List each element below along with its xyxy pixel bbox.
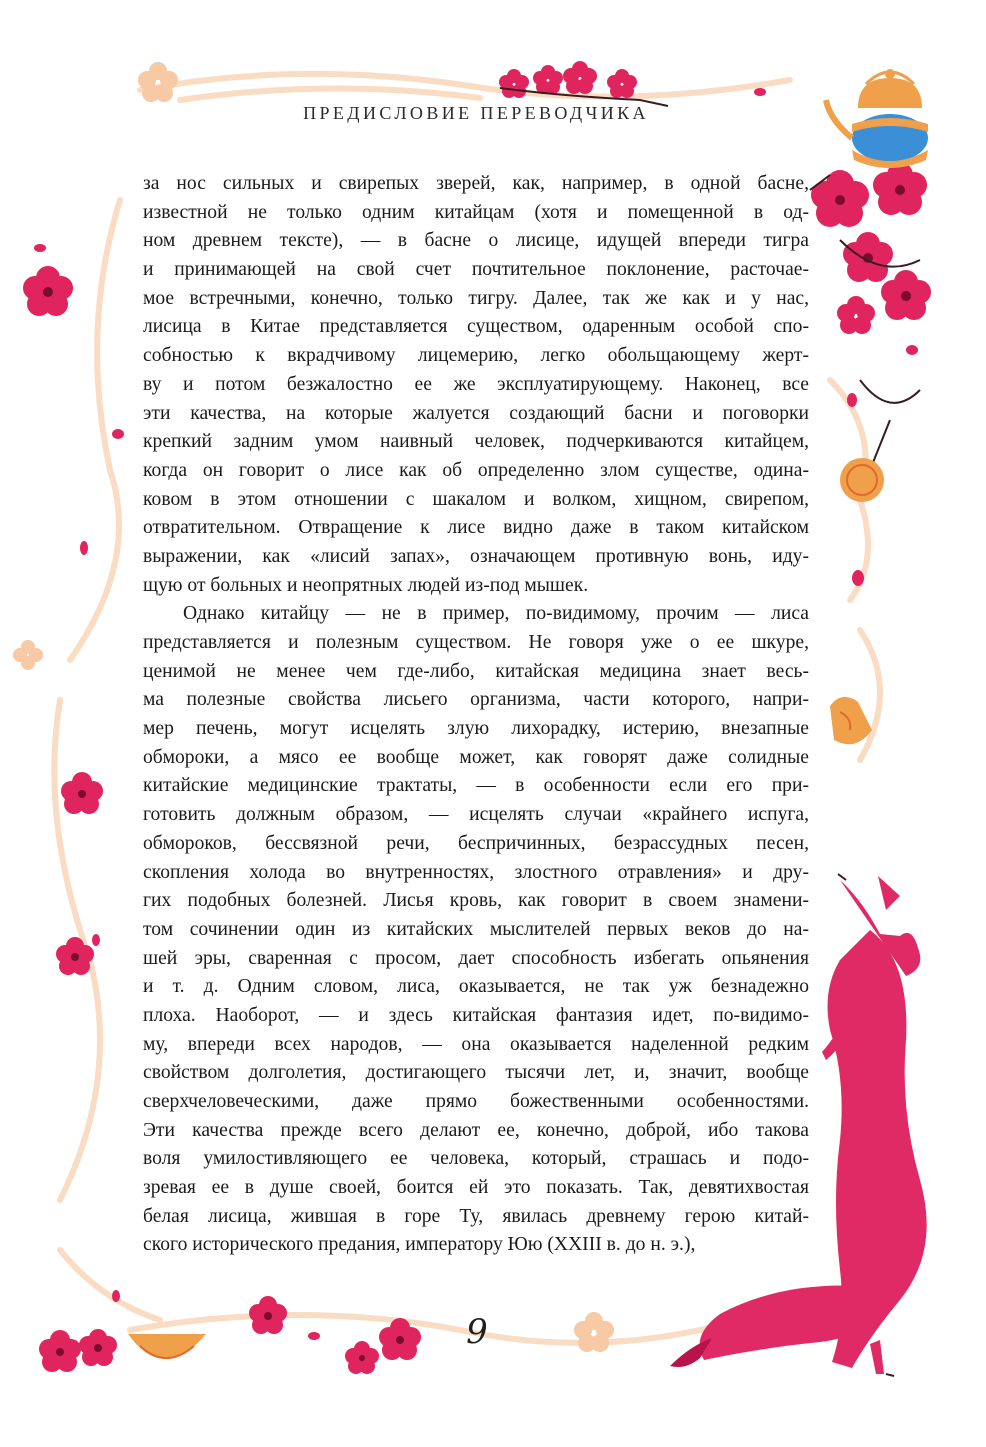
text-line: выражении, как «лисий запах», означающем противную вонь, иду- <box>143 545 809 567</box>
plum-blossom-icon <box>607 69 637 98</box>
text-line: когда он говорит о лисе как об определенно злом существе, одина- <box>143 459 809 481</box>
plum-blossom-icon <box>533 65 563 94</box>
text-line: шей эры, сваренная с просом, дает способность избегать опьянения <box>143 947 809 969</box>
peach-fruits <box>830 458 884 744</box>
text-line: ву и потом безжалостно ее же эксплуатирующему. Наконец, все <box>143 373 809 395</box>
text-line: за нос сильных и свирепых зверей, как, например, в одной басне, <box>143 173 809 194</box>
plum-blossom-icon <box>39 1330 81 1372</box>
running-title: ПРЕДИСЛОВИЕ ПЕРЕВОДЧИКА <box>303 103 649 123</box>
text-line: плоха. Наоборот, — и здесь китайская фантазия идет, по-видимо- <box>143 1004 809 1026</box>
plum-blossom-icon <box>837 296 875 334</box>
text-line: белая лисица, жившая в горе Ту, явилась древнему герою китай- <box>143 1205 809 1227</box>
peach-icon <box>138 62 178 102</box>
text-line: ковом в этом отношении с шакалом и волком, хищном, свирепом, <box>143 488 809 510</box>
text-line: готовить должным образом, — исцелять случаи «крайнего испуга, <box>143 804 809 826</box>
peach-icon <box>574 1312 614 1352</box>
text-line: скопления холода во внутренностях, злостного отравления» и дру- <box>143 861 809 883</box>
text-line: лисица в Китае представляется существом, одаренным особой спо- <box>143 316 809 338</box>
text-line: гих подобных болезней. Лисья кровь, как говорит в своем знамени- <box>143 890 809 912</box>
paragraph-1 <box>143 170 809 600</box>
paragraph-2 <box>143 600 809 1260</box>
text-line: му, впереди всех народов, — она оказывается наделенной редким <box>143 1033 809 1055</box>
plum-blossom-icon <box>249 1296 287 1334</box>
text-line: отвратительном. Отвращение к лисе видно даже в таком китайском <box>143 517 809 539</box>
plum-blossom-icon <box>345 1341 379 1374</box>
plum-blossom-icon <box>873 162 927 215</box>
text-line: том сочинении один из китайских мыслителей первых веков до на- <box>143 918 809 940</box>
text-line: воля умилостивляющего ее человека, который, страшась и подо- <box>143 1148 809 1170</box>
plum-blossom-icon <box>881 270 931 320</box>
text-line: Однако китайцу — не в пример, по-видимому, прочим — лиса <box>183 603 809 625</box>
plum-blossom-icon <box>61 772 103 814</box>
body-text <box>143 170 809 1260</box>
text-line: и т. д. Одним словом, лиса, оказывается, не так уж безнадежно <box>143 976 809 998</box>
text-line: обмороки, а мясо ее вообще может, как говорят даже солидные <box>143 746 809 768</box>
text-line: представляется и полезным существом. Не говоря уже о ее шкуре, <box>143 632 809 653</box>
plum-blossom-icon <box>499 69 529 98</box>
peach-icon <box>13 640 43 670</box>
text-line: известной не только одним китайцам (хотя и помещенной в од- <box>143 201 809 223</box>
text-line: сверхчеловеческими, даже прямо божественными особенностями. <box>143 1091 809 1112</box>
text-line: мер печень, могут исцелять злую лихорадку, истерию, внезапные <box>143 718 809 740</box>
text-line: щую от больных и неопрятных людей из-под мышек. <box>143 574 589 596</box>
plum-blossom-icon <box>811 170 869 227</box>
plum-blossom-icon <box>563 61 597 94</box>
text-line: Эти качества прежде всего делают ее, конечно, доброй, ибо такова <box>143 1119 809 1141</box>
text-line: ма полезные свойства лисьего организма, части которого, напри- <box>143 689 809 711</box>
plum-blossom-icon <box>23 266 73 316</box>
bowl-icon <box>128 1334 206 1359</box>
text-line: китайские медицинские трактаты, — в особенности если его при- <box>143 775 809 797</box>
text-line: обмороков, бессвязной речи, беспричинных, безрассудных песен, <box>143 832 809 854</box>
text-line: мое встречными, конечно, только тигру. Далее, так же как и у нас, <box>143 287 809 309</box>
text-line: ном древнем тексте), — в басне о лисице, идущей впереди тигра <box>143 230 809 252</box>
text-line: ского исторического предания, императору Юю (XXIII в. до н. э.), <box>143 1234 696 1256</box>
text-line: крепкий задним умом наивный человек, подчеркиваются китайцем, <box>143 431 809 453</box>
plum-blossom-icon <box>843 232 893 282</box>
plum-blossom-icon <box>56 937 94 975</box>
page-number: 9 <box>466 1312 488 1352</box>
text-line: собностью к вкрадчивому лицемерию, легко обольщающему жерт- <box>143 345 809 367</box>
text-line: зревая ее в душе своей, боится ей это показать. Так, девятихвостая <box>143 1177 809 1199</box>
text-line: ценимой не менее чем где-либо, китайская медицина знает весь- <box>143 660 809 682</box>
text-line: эти качества, на которые жалуется создающий басни и поговорки <box>143 402 809 424</box>
text-line: свойством долголетия, достигающего тысячи лет, и, значит, вообще <box>143 1062 809 1084</box>
text-line: и принимающей на свой счет почтительное поклонение, расточае- <box>143 259 809 281</box>
plum-blossom-icon <box>79 1329 117 1366</box>
